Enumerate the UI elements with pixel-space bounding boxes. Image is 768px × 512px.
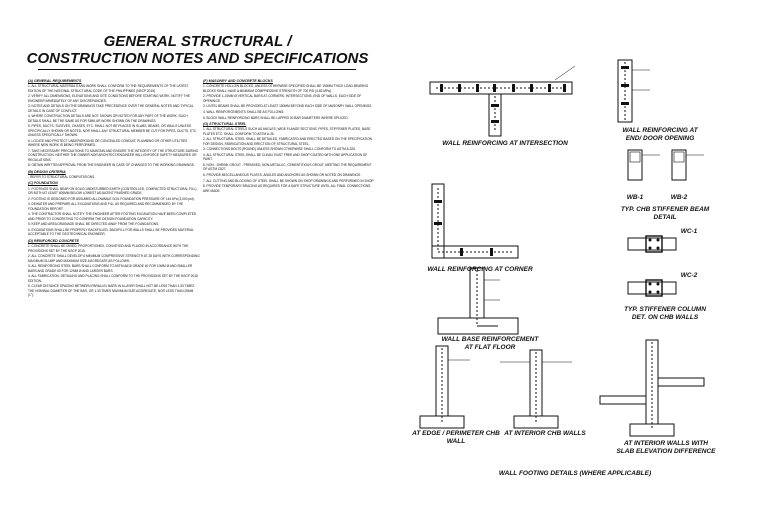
note-item: 6. EXCAVATIONS SHALL BE PROPERLY BACKFILLED. BACKFILL FOR WALLS SHALL BE PROVIDED MATERIAL ACCEPTABLE TO THE GEOTECHNICAL ENGINEER.	[28, 228, 194, 237]
note-item: 2. VERIFY ALL DIMENSIONS, ELEVATIONS AND SITE CONDITIONS BEFORE STARTING WORK. NOTIFY THE ENGINEER IMMEDIATELY OF ANY DISCREPANCIES.	[28, 94, 191, 103]
note-item: 1. ALL STRUCTURAL STEELS SUCH AS ANGLES, WIDE FLANGE SECTIONS, PIPES, STIFFENER PLATES, BASE PLATES ETC. SHALL CONFORM TO ASTM A-36.	[203, 127, 371, 136]
note-item: 5. CLEAR DISTANCE SPACING BETWEEN PARALLEL BARS IN A LAYER SHALL NOT BE LESS THAN 1.33 TIMES THE NOMINAL DIAMETER OF THE BAR, OR 1.33 TIMES MAXIMUM SIZE AGGREGATE, NOR LESS THAN 25MM (1").	[28, 284, 195, 298]
detail-title-column-1: TYP. STIFFENER COLUMN	[624, 306, 706, 313]
footing-edge-detail	[420, 346, 470, 428]
note-item: 6. PROVIDE MISCELLANEOUS PLATES, ANGLES AND ANCHORS AS SHOWN OR NOTED ON DRAWINGS.	[203, 173, 361, 177]
note-item: 5. BLOCK WALL REINFORCING BARS SHALL BE LAPPED 30 BAR DIAMETERS WHERE SPLICED.	[203, 115, 349, 120]
note-item: 7. ALL CUTTING AND BLOCKING OF STEEL SHALL BE SHOWN ON SHOP DRAWINGS AND PERFORMED IN SHOP.	[203, 178, 375, 183]
detail-title-end-door-1: WALL REINFORCING AT	[622, 127, 698, 134]
section-heading-concrete: (D) REINFORCED CONCRETE	[28, 238, 79, 243]
note-item: 2. FOOTING IS DESIGNED FOR ASSUMED ALLOWABLE SOIL FOUNDATION PRESSURE OF 144 kPa (3,000 psf).	[28, 196, 195, 201]
sheet-title-line1: GENERAL STRUCTURAL /	[103, 33, 292, 50]
note-item: 4. WALL REINFORCEMENTS SHALL BE AS FOLLOWS:	[203, 110, 285, 114]
note-item: 2. ALL STRUCTURAL STEEL SHALL BE DETAILED, FABRICATED AND ERECTED BASED ON THE SPECIFICATION FOR DESIGN, FABRICATION AND ERECTION OF STRUCTURAL STEEL.	[203, 137, 372, 146]
note-item: 5. PIPES, DUCTS, SLEEVES, CHASES, ETC. SHALL NOT BE PLACED IN SLABS, BEAMS, OR WALLS UNLESS SPECIFICALLY SHOWN OR NOTED. NOR SHALL ANY STRUCTURAL MEMBER BE CUT FOR PIPES, DUCTS, ETC. UNLESS SPECIFICALLY SHOWN.	[28, 124, 198, 138]
detail-title-intersection: WALL REINFORCING AT INTERSECTION	[442, 140, 568, 147]
footing-interior-detail	[500, 350, 572, 428]
detail-title-slab-diff-1: AT INTERIOR WALLS WITH	[623, 440, 708, 447]
note-item: 8. PROVIDE TEMPORARY BRACING AS REQUIRED FOR A SAFE STRUCTURE UNTIL ALL FINAL CONNECTIONS ARE MADE.	[203, 184, 371, 193]
detail-title-base-2: AT FLAT FLOOR	[464, 344, 516, 351]
detail-title-footing: WALL FOOTING DETAILS (WHERE APPLICABLE)	[498, 470, 652, 477]
section-heading-general: (A) GENERAL REQUIREMENTS	[28, 79, 82, 83]
detail-title-corner: WALL REINFORCING AT CORNER	[427, 266, 533, 273]
detail-tag-wb1: WB-1	[626, 194, 644, 201]
corner-detail	[432, 184, 518, 258]
note-item: - REFER TO STRUCTURAL COMPUTATIONS.	[28, 175, 96, 180]
note-item: 3. DEWATER AND PREPARE ALL EXCAVATIONS AND FILL AS REQUIRED AND RECOMMENDED BY THE FOUNDATION REPORT.	[28, 202, 184, 211]
detail-tag-wc1: WC-1	[680, 228, 698, 235]
section-heading-foundation: (C) FOUNDATION	[28, 181, 58, 186]
detail-title-slab-diff-2: SLAB ELEVATION DIFFERENCE	[616, 448, 716, 455]
note-item: 7. TAKE NECESSARY PRECAUTIONS TO MAINTAIN AND ENSURE THE INTEGRITY OF THE STRUCTURE DURING CONSTRUCTION. NEITHER THE OWNER NOR ARCHITECT/ENGINEER WILL ENFORCE SAFETY MEASURES OR REGULATIONS.	[28, 148, 199, 162]
intersection-detail	[430, 66, 575, 136]
note-item: 1. ALL STRUCTURAL MATERIALS AND WORK SHALL CONFORM TO THE REQUIREMENTS OF THE LATEST EDITION OF THE NATIONAL STRUCTURAL CODE OF THE PHILIPPINES (NSCP 2015).	[28, 84, 189, 93]
wall-base-detail	[438, 268, 518, 334]
section-heading-steel: (G) STRUCTURAL STEEL	[203, 122, 247, 126]
detail-title-chb-beam-1: TYP. CHB STIFFENER BEAM	[620, 206, 710, 213]
note-item: 2. PROVIDE 1-10MM Ø VERTICAL BARS AT CORNERS, INTERSECTIONS, END OF WALLS, EACH SIDE OF OPENINGS.	[203, 94, 362, 103]
note-item: 4. ALL FABRICATION, DETAILING AND PLACING SHALL CONFORM TO THE PROVISIONS SET BY THE NSCP 2015 EDITION.	[28, 274, 198, 283]
note-item: 3. ALL REINFORCING STEEL BARS SHALL CONFORM TO ASTM A615 GRADE 40 FOR 10MM Ø AND SMALLER BARS AND GRADE 60 FOR 12MM Ø AND LARGER BARS.	[28, 264, 193, 273]
note-item: 6. LOCATE AND PROTECT UNDERGROUND OR CONCEALED CONDUIT, PLUMBING OR OTHER UTILITIES WHERE NEW WORK IS BEING PERFORMED.	[28, 138, 188, 148]
footing-slab-diff-detail	[600, 340, 704, 436]
note-item: 1. FOOTINGS SHALL BEAR ON SOLID UNDISTURBED EARTH (CONTROLLED, COMPACTED STRUCTURAL FILL) OR BOTH AT LEAST 600MM BELOW LOWEST ADJACENT FINISHED GRADE.	[28, 186, 197, 196]
detail-title-end-door-2: END/ DOOR OPENING	[625, 135, 695, 142]
stiffener-column-detail	[628, 236, 676, 296]
detail-tag-wc2: WC-2	[680, 272, 698, 279]
note-item: 1. CONCRETE SHALL BE MIXED, PROPORTIONED, CONVEYED AND PLACED IN ACCORDANCE WITH THE PROVISIONS SET BY THE NSCP 2015.	[28, 244, 189, 253]
note-item: 5. NON - SHRINK GROUT - PREMIXED, NON-METALLIC, CEMENTITIOUS GROUT, MEETING THE REQUIREMENT OF ASTM C827.	[203, 163, 372, 172]
note-item: 3. LINTEL BEAMS SHALL BE PROVIDED AT LEAST 150MM BEYOND EACH SIDE OF MASONRY WALL OPENINGS.	[203, 104, 373, 109]
sheet-title-line2: CONSTRUCTION NOTES AND SPECIFICATIONS	[26, 50, 369, 67]
detail-tag-wb2: WB-2	[670, 194, 688, 201]
section-heading-design: (B) DESIGN CRITERIA	[28, 169, 66, 174]
note-item: 3. NOTES AND DETAILS ON THE DRAWINGS TAKE PRECEDENCE OVER THE GENERAL NOTES AND TYPICAL DETAILS IN CASE OF CONFLICT.	[28, 104, 194, 113]
note-item: 5. KEEP AND AREA DRAINAGE SHALL BE DIRECTED AWAY FROM THE FOUNDATIONS.	[28, 222, 160, 227]
note-item: 4. THE CONTRACTOR SHALL NOTIFY THE ENGINEER AFTER FOOTING EXCAVATION HAVE BEEN COMPLETED AND PRIOR TO CONCRETING TO CONFIRM THE DESIGN FOUNDATION CAPACITY.	[28, 212, 197, 221]
note-item: 4. WHERE CONSTRUCTION DETAILS ARE NOT SHOWN OR NOTED FOR ANY PART OF THE WORK, SUCH DETAILS SHALL BE THE SAME AS FOR SIMILAR WORK SHOWN ON THE DRAWINGS.	[28, 114, 188, 123]
detail-title-chb-beam-2: DETAIL	[653, 214, 677, 221]
note-item: 1. CONCRETE HOLLOW BLOCKS, UNLESS OTHERWISE SPECIFIED SHALL BE 150MM THICK LOAD-BEARING BLOCKS SHALL HAVE A MINIMUM COMPRESSIVE STRENGTH OF 700 PSI (4.83 MPa).	[203, 84, 369, 93]
note-item: 2. ALL CONCRETE SHALL DEVELOP A MINIMUM COMPRESSIVE STRENGTH AT 28 DAYS WITH CORRESPONDING MAXIMUM SLUMP AND MAXIMUM SIZE AGGREGATE AS FOLLOWS:	[28, 254, 200, 263]
note-item: 4. ALL STRUCTURAL STEEL SHALL BE CLEAN, RUST FREE AND SHOP COATED WITH ONE APPLICATION OF PAINT.	[203, 153, 368, 162]
detail-title-base-1: WALL BASE REINFORCEMENT	[441, 336, 539, 343]
detail-title-column-2: DET. ON CHB WALLS	[631, 314, 699, 321]
detail-title-interior: AT INTERIOR CHB WALLS	[504, 430, 586, 437]
detail-title-edge: AT EDGE / PERIMETER CHB WALL	[412, 430, 500, 445]
section-heading-masonry: (F) MASONRY AND CONCRETE BLOCKS	[203, 79, 273, 83]
note-item: 3. CONNECTIONS BOLTS (ROUND) UNLESS SHOWN OTHERWISE SHALL CONFORM TO ASTM A-325.	[203, 147, 356, 152]
note-item: 8. OBTAIN WRITTEN APPROVAL FROM THE ENGINEER IN CASE OF CHANGES TO THE WORKING DRAWINGS.	[28, 163, 195, 168]
wb-details	[628, 150, 704, 180]
end-door-detail	[618, 60, 650, 122]
